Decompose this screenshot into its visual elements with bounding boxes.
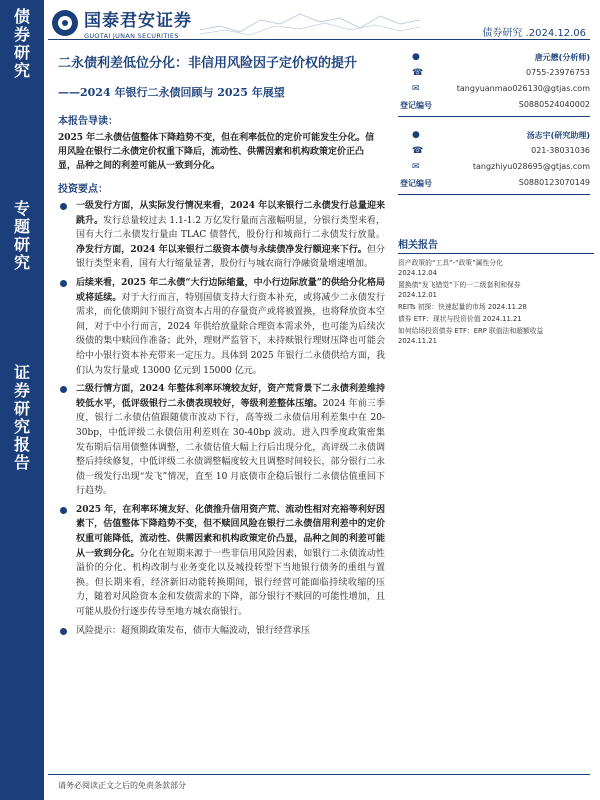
analyst-phone: 0755-23976753 xyxy=(526,68,590,77)
sidebar xyxy=(0,0,44,800)
analyst-name: 唐元懋(分析师) xyxy=(534,53,590,62)
analyst-divider xyxy=(398,194,590,195)
related-report-item[interactable]: 资产政策的“工具”-“政策”属性分化 2024.12.04 xyxy=(398,259,503,277)
logo-text-cn: 国泰君安证券 xyxy=(84,11,192,31)
analyst-email[interactable]: tangyuanmao026130@gtjas.com xyxy=(456,84,590,93)
header-date-label: 债券研究 .2024.12.06 xyxy=(482,28,586,39)
related-report-item[interactable]: 债券 ETF：现状与投资价值 2024.11.21 xyxy=(398,315,522,323)
logo-icon xyxy=(52,10,78,36)
report-title: 二永债利差低位分化：非信用风险因子定价权的提升 xyxy=(58,56,358,71)
related-report-item[interactable]: 如何给场投资债券 ETF：ERP 联值法和超额收益 2024.11.21 xyxy=(398,327,544,345)
analyst-name: 汤志宇(研究助理) xyxy=(526,131,590,140)
analyst-divider xyxy=(398,116,590,117)
analyst-email[interactable]: tangzhiyu028695@gtjas.com xyxy=(472,162,590,171)
person-icon: ● xyxy=(412,130,420,140)
email-icon: ✉ xyxy=(412,162,420,172)
investment-points-heading: 投资要点： xyxy=(58,184,108,195)
bullet-dot-icon xyxy=(60,507,67,514)
analyst-phone: 021-38031036 xyxy=(531,146,590,155)
footer-divider xyxy=(48,774,590,775)
bullet-dot-icon xyxy=(60,203,67,210)
bullet-dot-icon xyxy=(60,628,67,635)
registration-number: S0880524040002 xyxy=(518,100,590,109)
related-reports xyxy=(398,236,594,348)
bullet-dot-icon xyxy=(60,386,67,393)
registration-label: 登记编号 xyxy=(400,101,432,110)
sidebar-label-bond-research: 债 券 研 究 xyxy=(13,7,30,80)
logo-text-en: GUOTAI JUNAN SECURITIES xyxy=(84,32,179,40)
footer-disclaimer: 请务必阅读正文之后的免责条款部分 xyxy=(58,781,186,790)
report-summary xyxy=(58,112,378,173)
header-divider xyxy=(48,39,590,40)
header-wave-decoration xyxy=(200,8,420,38)
report-subtitle: ——2024 年银行二永债回顾与 2025 年展望 xyxy=(58,86,285,99)
bullet-item: 二级行情方面，2024 年整体利率环境较友好，资产荒背景下二永债利差维持较低水平，低评级银行二永债表现较好，等级利差整体压缩。2024 年前三季度，银行二永债估值跟随债市波动下行，高等级二永债信用利差集中在 20-30bp，中低评级二永债信用利差则在 30-40bp 波动。进入四季度政策密集发布期后信用债整体调整，二永债估值大幅上行后出现分化，高评级二永债调整后持续修复，中低评级二永债调整幅度较大且调整时间较长，部分银行二永债一级发行出现“发飞”情况，直至 10 月底债市企稳后银行二永债估值重回下行趋势。 xyxy=(58,382,385,499)
related-report-item[interactable]: 置换债“发飞错觉”下的一二级套利和保券 2024.12.01 xyxy=(398,281,521,299)
related-reports-heading: 相关报告 xyxy=(398,236,594,254)
bullet-item-risk: 风险提示：超预期政策发布，债市大幅波动，银行经营承压 xyxy=(58,624,385,639)
phone-icon: ☎ xyxy=(412,146,424,156)
email-icon: ✉ xyxy=(412,84,420,94)
summary-heading: 本报告导读： xyxy=(58,116,118,127)
investment-points xyxy=(58,180,385,642)
related-report-item[interactable]: REITs 初探：快速起量的市场 2024.11.28 xyxy=(398,303,527,311)
bullet-item: 一级发行方面，从实际发行情况来看，2024 年以来银行二永债发行总量迎来跳升。发行总量较过去 1.1-1.2 万亿发行量而言涨幅明显，分银行类型来看，国有大行二永债发行量由 TLAC 债替代，股份行和城商行二永债发行放量。净发行方面，2024 年以来银行二级资本债与永续债净发行额迎来下行。但分银行类型来看，国有大行缩量显著，股份行与城农商行净融资量增速增加。 xyxy=(58,199,385,272)
analyst-card xyxy=(398,50,590,114)
person-icon: ● xyxy=(412,52,420,62)
bullet-item: 后续来看，2025 年二永债“大行边际缩量，中小行边际放量”的供给分化格局或将延续。对于大行而言，特别国债支持大行资本补充，或将减少二永债发行需求，而化债期间下银行高资本占用的存量资产或将被置换，也将释放资本空间，对于中小行而言，2024 年供给放量除合理资本需求外，也可能为后续次级债的集中赎回作准备；此外，理财严监管下，未持赎银行理财压降也可能会给中小银行资本补充带来一定压力。具体到 2025 年银行二永债供给方面，我们认为发行量或 13000 亿元到 15000 亿元。 xyxy=(58,276,385,378)
sidebar-label-special-research: 专 题 研 究 xyxy=(13,199,30,272)
analyst-card xyxy=(398,128,590,192)
summary-text: 2025 年二永债估值整体下降趋势不变，但在利率低位的定价可能发生分化。信用风险在银行二永债定价权重下降后，流动性、供需因素和机构政策定价正凸显，品种之间的利差可能从一致到分化。 xyxy=(58,133,375,171)
sidebar-label-securities-report: 证 券 研 究 报 告 xyxy=(13,363,30,472)
company-logo xyxy=(52,6,192,40)
registration-number: S0880123070149 xyxy=(518,178,590,187)
phone-icon: ☎ xyxy=(412,68,424,78)
registration-label: 登记编号 xyxy=(400,179,432,188)
bullet-dot-icon xyxy=(60,280,67,287)
bullet-item: 2025 年，在利率环境友好、化债推升信用资产荒、流动性相对充裕等利好因素下，估值整体下降趋势不变，但不赎回风险在银行二永债信用利差中的定价权重可能降低，流动性、供需因素和机构政策定价凸显，品种之间的利差可能从一致到分化。分化在短期来源于一些非信用风险因素，如银行二永债流动性溢价的分化、机构改制与业务变化以及城投转型下当地银行债务的重组与置换。但长期来看，经济新旧动能转换期间，银行经营可能面临持续收缩的压力，随着对风险资本金和发债需求的下降，部分银行不赎回的可能性增加，且可能从股份行逐步传导至地方城农商银行。 xyxy=(58,503,385,620)
